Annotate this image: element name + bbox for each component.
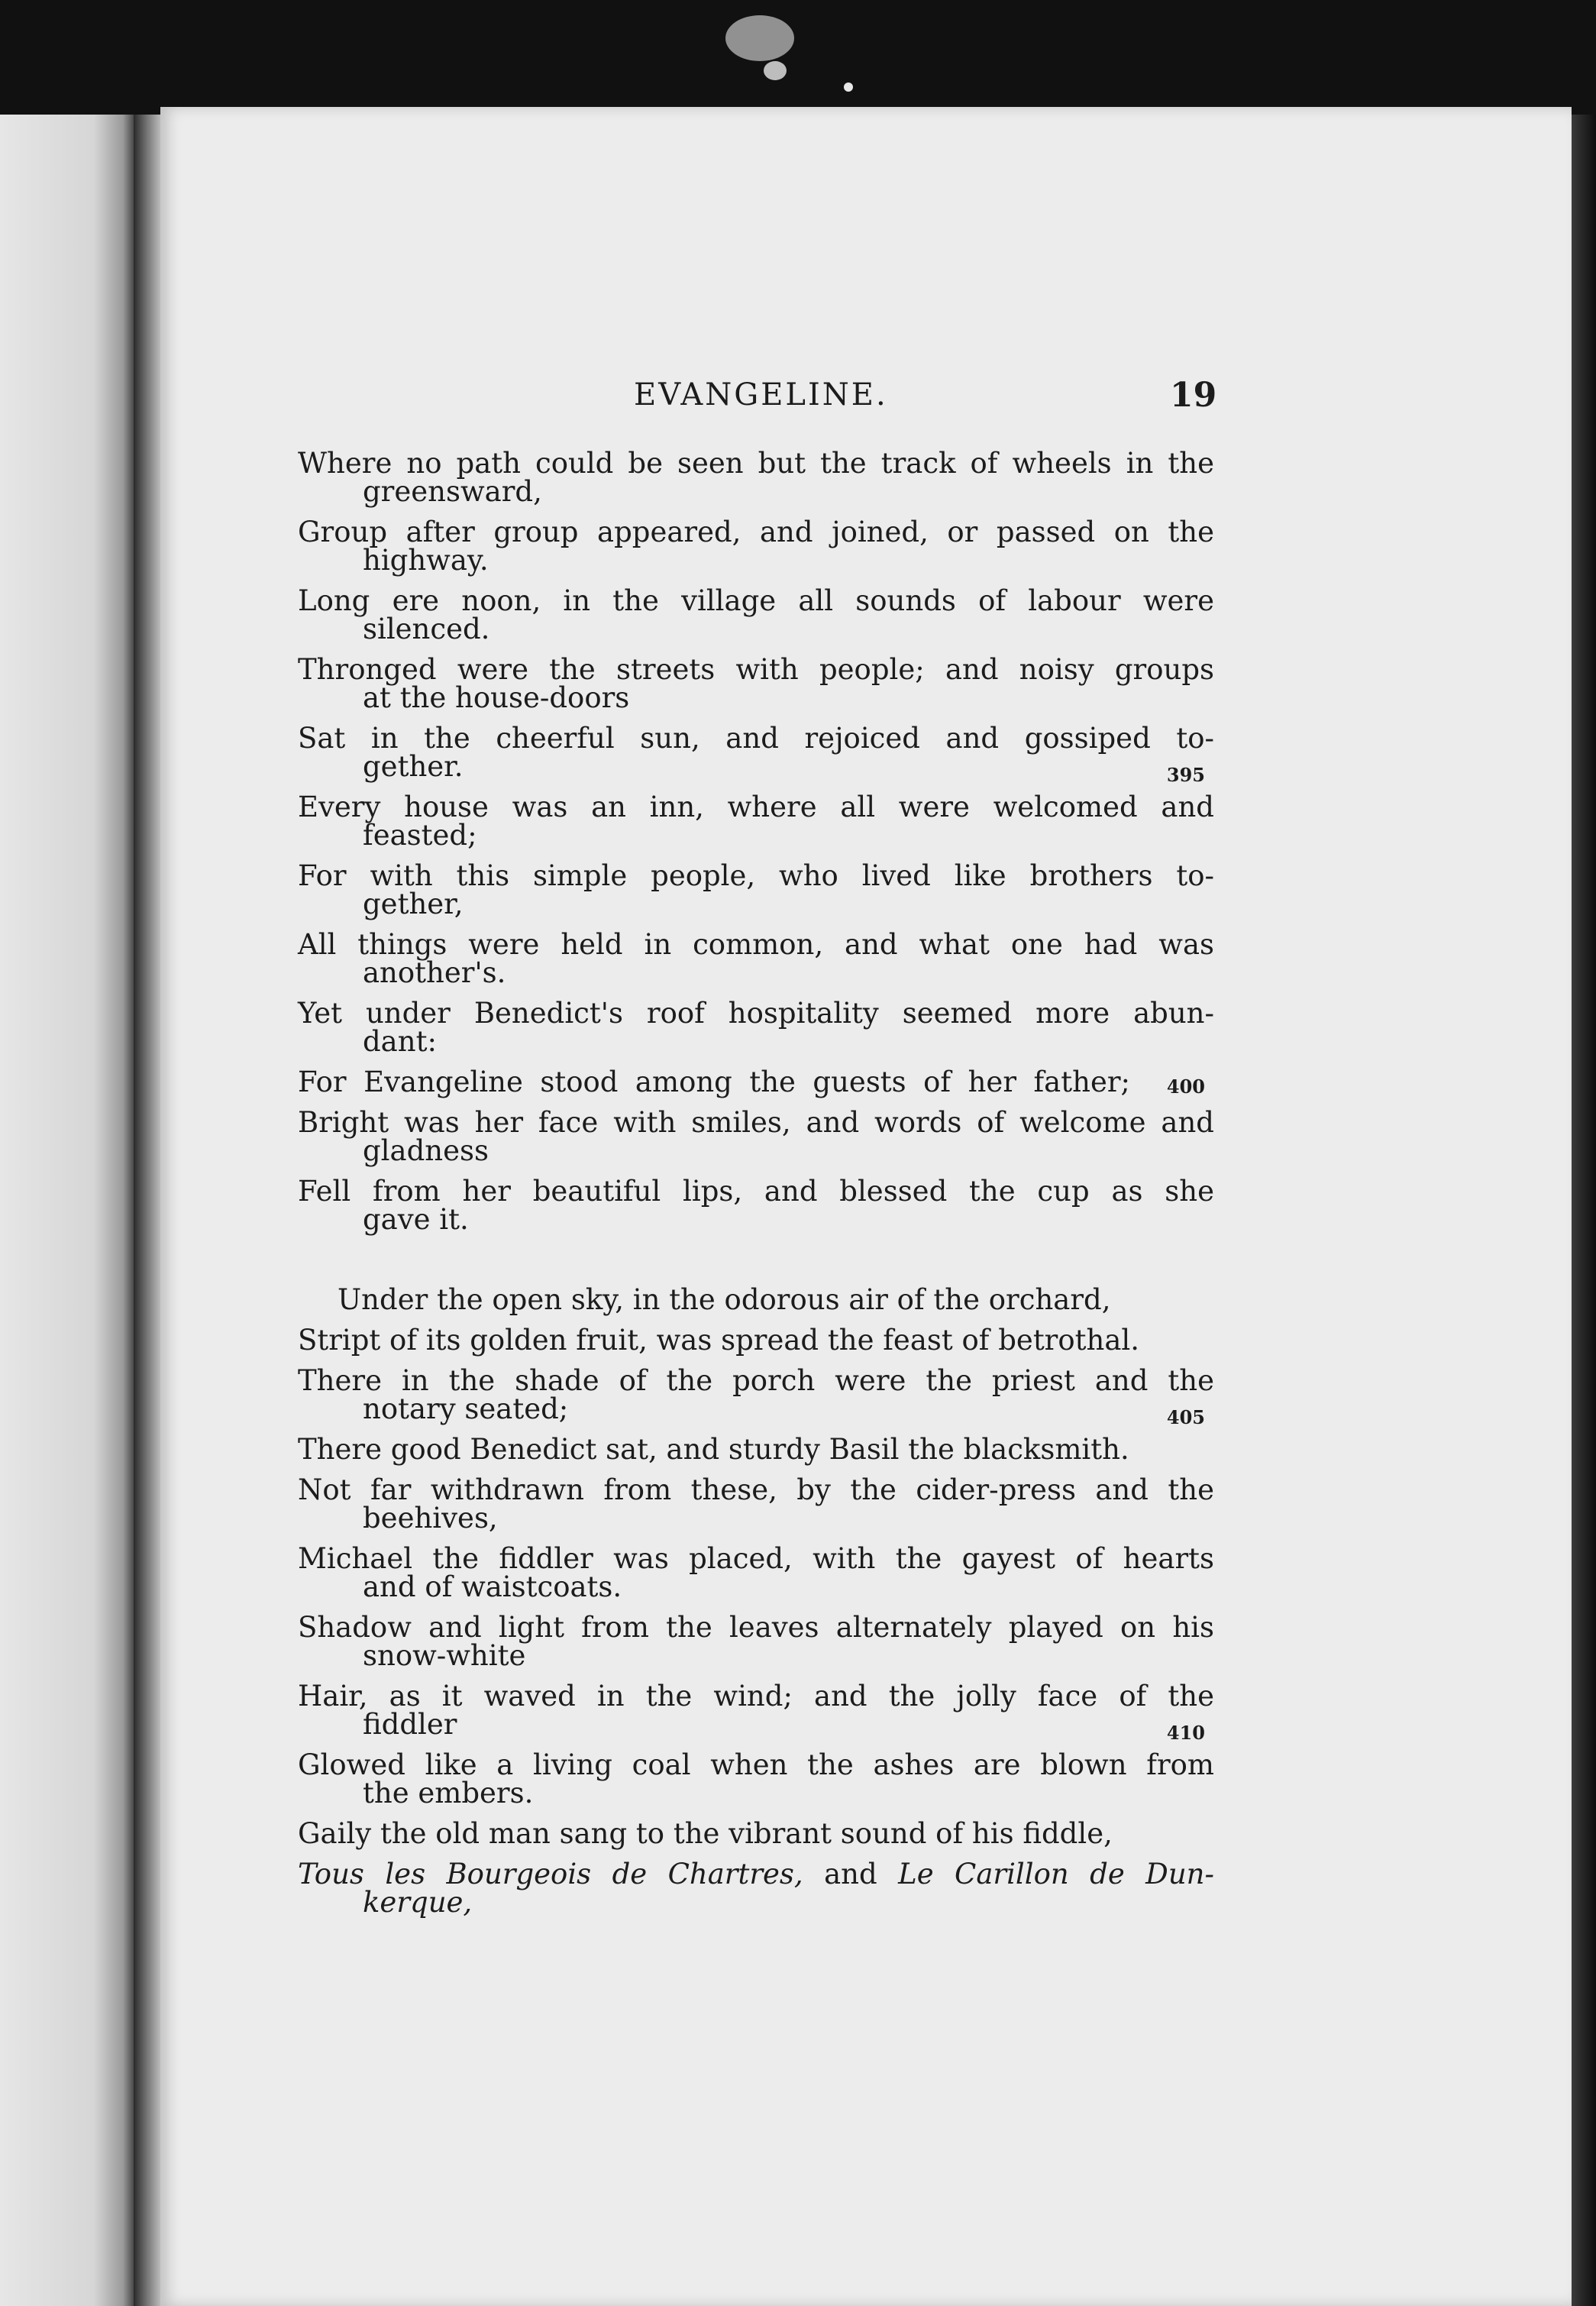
conjunction: and bbox=[803, 1858, 899, 1890]
line-number: 410 bbox=[1166, 1722, 1205, 1744]
verse-line bbox=[298, 1068, 1214, 1096]
verse-line bbox=[298, 1364, 1214, 1428]
verse-line-text: Stript of its golden fruit, was spread the feast of betrothal. bbox=[298, 1324, 1139, 1357]
verse-line-continuation: the embers. bbox=[363, 1777, 534, 1810]
verse-line-text: For with this simple people, who lived like brothers to- bbox=[298, 859, 1214, 892]
verse-line bbox=[298, 791, 1214, 852]
verse-line bbox=[298, 1858, 1214, 1919]
verse-line-continuation: highway. bbox=[363, 544, 489, 577]
verse-line-text: Sat in the cheerful sun, and rejoiced and gossiped to- bbox=[298, 722, 1214, 755]
verse-line-continuation: feasted; bbox=[363, 819, 477, 852]
running-head-title: EVANGELINE. bbox=[634, 377, 888, 412]
verse-line bbox=[298, 859, 1214, 920]
verse-line bbox=[298, 999, 1214, 1056]
verse-line-continuation: gave it. bbox=[363, 1203, 469, 1236]
stanza-break bbox=[298, 1246, 1214, 1286]
verse-line-continuation: gether, bbox=[363, 888, 464, 920]
verse-line-text: Bright was her face with smiles, and words of welcome and bbox=[298, 1106, 1214, 1139]
verse-line bbox=[298, 1680, 1214, 1744]
verse-line-continuation: and of waistcoats. bbox=[363, 1570, 622, 1603]
line-number: 400 bbox=[1166, 1075, 1205, 1098]
verse-line-text: Yet under Benedict's roof hospitality seemed more abun- bbox=[298, 997, 1214, 1030]
verse-line-continuation: dant: bbox=[363, 1025, 437, 1058]
verse-line-text: Gaily the old man sang to the vibrant sound of his fiddle, bbox=[298, 1817, 1113, 1850]
debris-speck bbox=[764, 61, 787, 80]
verse-line bbox=[298, 1433, 1214, 1466]
verse-line bbox=[298, 655, 1214, 712]
verse-line-text: All things were held in common, and what one had was bbox=[298, 928, 1214, 961]
verse-line bbox=[298, 1108, 1214, 1165]
debris-speck bbox=[844, 82, 853, 92]
page-number: 19 bbox=[1170, 376, 1217, 415]
verse-line-text: Fell from her beautiful lips, and blessed the cup as she bbox=[298, 1175, 1214, 1208]
verse-line bbox=[298, 584, 1214, 645]
verse-line bbox=[298, 1544, 1214, 1601]
stanza bbox=[298, 1283, 1214, 1850]
verse-line-continuation: notary seated; bbox=[363, 1392, 569, 1425]
verse-line-text: Where no path could be seen but the track of wheels in the bbox=[298, 447, 1214, 480]
verse-line bbox=[298, 1819, 1214, 1848]
book-gutter bbox=[134, 115, 164, 2306]
verse-line bbox=[298, 722, 1214, 786]
verse-line-text: Not far withdrawn from these, by the cider-press and the bbox=[298, 1473, 1214, 1506]
verse-line-continuation: gether. bbox=[363, 750, 464, 783]
verse-line bbox=[298, 449, 1214, 506]
verse-line-text: Under the open sky, in the odorous air of the orchard, bbox=[338, 1283, 1111, 1316]
verse-line bbox=[298, 1473, 1214, 1535]
verse-line bbox=[298, 516, 1214, 577]
stanza bbox=[298, 449, 1214, 1234]
verse-line-text: Every house was an inn, where all were welcomed and bbox=[298, 791, 1214, 823]
song-title: Tous les Bourgeois de Chartres, bbox=[298, 1858, 803, 1890]
verse-line-text: Thronged were the streets with people; and noisy groups bbox=[298, 653, 1214, 686]
verse-line-text: Group after group appeared, and joined, or passed on the bbox=[298, 516, 1214, 548]
song-title: Le Carillon de Dun- bbox=[898, 1858, 1214, 1890]
facing-page-edge bbox=[0, 115, 134, 2306]
verse-line-text: Hair, as it waved in the wind; and the jolly face of the bbox=[298, 1680, 1214, 1713]
verse-line-text: Michael the fiddler was placed, with the gayest of hearts bbox=[298, 1542, 1214, 1575]
verse-line-continuation: at the house-doors bbox=[363, 681, 630, 714]
page-shadow-edge bbox=[1572, 115, 1596, 2306]
verse-line-text: There good Benedict sat, and sturdy Basil the blacksmith. bbox=[298, 1433, 1129, 1466]
verse-line bbox=[298, 930, 1214, 987]
verse-line-text: Shadow and light from the leaves alternately played on his bbox=[298, 1611, 1214, 1644]
verse-line bbox=[298, 1613, 1214, 1670]
verse-line bbox=[298, 1748, 1214, 1810]
verse-line-continuation: gladness bbox=[363, 1134, 489, 1167]
verse-line-text: Long ere noon, in the village all sounds of labour were bbox=[298, 584, 1214, 617]
debris-speck bbox=[725, 15, 794, 61]
verse-line-text: There in the shade of the porch were the priest and the bbox=[298, 1364, 1214, 1397]
verse-line-continuation: beehives, bbox=[363, 1502, 498, 1535]
poem-text bbox=[298, 449, 1214, 1929]
verse-line-continuation: fiddler bbox=[363, 1708, 457, 1741]
verse-line bbox=[298, 1324, 1214, 1357]
line-number: 395 bbox=[1166, 764, 1205, 786]
verse-line bbox=[298, 1283, 1214, 1316]
verse-line bbox=[298, 1177, 1214, 1234]
verse-line-continuation: another's. bbox=[363, 956, 506, 989]
verse-line-continuation: snow-white bbox=[363, 1639, 526, 1672]
verse-line-text: Glowed like a living coal when the ashes are blown from bbox=[298, 1748, 1214, 1781]
verse-line-continuation: greensward, bbox=[363, 475, 542, 508]
verse-line-text: For Evangeline stood among the guests of her father; bbox=[298, 1066, 1130, 1098]
line-number: 405 bbox=[1166, 1406, 1205, 1428]
verse-line-continuation: silenced. bbox=[363, 613, 490, 645]
song-title-continuation: kerque, bbox=[363, 1886, 473, 1919]
